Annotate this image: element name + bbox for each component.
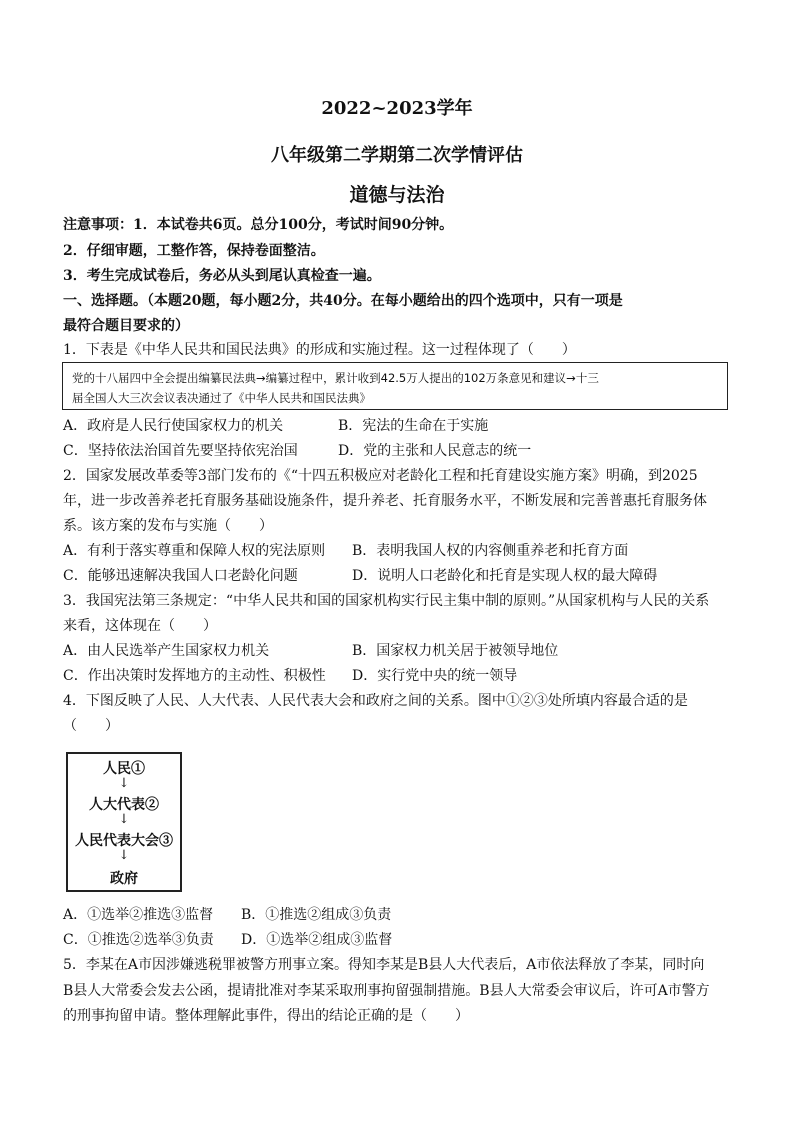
q3-option-c: C．作出决策时发挥地方的主动性、积极性: [63, 668, 326, 684]
q1-process-box: [62, 362, 728, 410]
diagram-node-people: 人民①: [103, 761, 145, 777]
section-heading-cont: 最符合题目要求的）: [63, 318, 189, 334]
down-arrow-icon: ↓: [118, 776, 130, 791]
q3-option-d: D．实行党中央的统一领导: [352, 668, 518, 684]
down-arrow-icon: ↓: [118, 812, 130, 827]
q2-option-b: B．表明我国人权的内容侧重养老和托育方面: [352, 543, 629, 559]
q3-option-b: B．国家权力机关居于被领导地位: [352, 643, 559, 659]
q4-line-2: （ ）: [63, 718, 119, 734]
q4-option-b: B．①推选②组成③负责: [241, 907, 392, 923]
q1-option-b: B．宪法的生命在于实施: [338, 418, 489, 434]
q2-option-c: C．能够迅速解决我国人口老龄化问题: [63, 568, 298, 584]
section-heading: 一、选择题。（本题20题，每小题2分，共40分。在每小题给出的四个选项中，只有一项是: [63, 293, 623, 309]
q4-flow-diagram: [66, 752, 182, 892]
subject-title: 道德与法治: [349, 184, 445, 206]
school-year: 2022~2023学年: [321, 98, 473, 119]
note-3: 3．考生完成试卷后，务必从头到尾认真检查一遍。: [63, 268, 381, 284]
q2-line-3: 系。该方案的发布与实施（ ）: [63, 518, 273, 534]
note-1: 注意事项：1．本试卷共6页。总分100分，考试时间90分钟。: [63, 217, 454, 233]
diagram-node-government: 政府: [110, 871, 138, 887]
q4-line-1: 4．下图反映了人民、人大代表、人民代表大会和政府之间的关系。图中①②③处所填内容最合适的是: [63, 693, 688, 709]
q5-line-3: 的刑事拘留申请。整体理解此事件，得出的结论正确的是（ ）: [63, 1008, 469, 1024]
q2-option-d: D．说明人口老龄化和托育是实现人权的最大障碍: [352, 568, 658, 584]
q4-option-c: C．①推选②选举③负责: [63, 932, 214, 948]
q3-option-a: A．由人民选举产生国家权力机关: [63, 643, 270, 659]
q1-option-a: A．政府是人民行使国家权力的机关: [63, 418, 284, 434]
q1-option-d: D．党的主张和人民意志的统一: [338, 443, 532, 459]
q3-line-1: 3．我国宪法第三条规定：“中华人民共和国的国家机构实行民主集中制的原则。”从国家机构与人民的关系: [63, 593, 710, 609]
q2-option-a: A．有利于落实尊重和保障人权的宪法原则: [63, 543, 326, 559]
q1-option-c: C．坚持依法治国首先要坚持依宪治国: [63, 443, 298, 459]
q2-line-2: 年，进一步改善养老托育服务基础设施条件，提升养老、托育服务水平，不断发展和完善普惠托育服务体: [63, 493, 707, 509]
down-arrow-icon: ↓: [118, 848, 130, 863]
q2-line-1: 2．国家发展改革委等3部门发布的《“十四五积极应对老龄化工程和托育建设实施方案》明确，到2025: [63, 468, 698, 484]
q5-line-2: B县人大常委会发去公函，提请批准对李某采取刑事拘留强制措施。B县人大常委会审议后，许可A市警方: [63, 983, 710, 999]
diagram-node-deputies: 人大代表②: [89, 797, 159, 813]
exam-title: 八年级第二学期第二次学情评估: [271, 145, 523, 166]
q4-option-d: D．①选举②组成③监督: [241, 932, 393, 948]
note-2: 2．仔细审题，工整作答，保持卷面整洁。: [63, 243, 325, 259]
q3-line-2: 来看，这体现在（ ）: [63, 618, 217, 634]
diagram-node-congress: 人民代表大会③: [75, 833, 173, 849]
q1-box-line-2: 届全国人大三次会议表决通过了《中华人民共和国民法典》: [72, 391, 371, 405]
q4-option-a: A．①选举②推选③监督: [63, 907, 214, 923]
q5-line-1: 5．李某在A市因涉嫌逃税罪被警方刑事立案。得知李某是B县人大代表后，A市依法释放了李某，同时向: [63, 957, 705, 973]
q1-box-line-1: 党的十八届四中全会提出编纂民法典→编纂过程中，累计收到42.5万人提出的102万条意见和建议→十三: [72, 371, 599, 385]
q1-stem: 1．下表是《中华人民共和国民法典》的形成和实施过程。这一过程体现了（ ）: [63, 342, 576, 358]
